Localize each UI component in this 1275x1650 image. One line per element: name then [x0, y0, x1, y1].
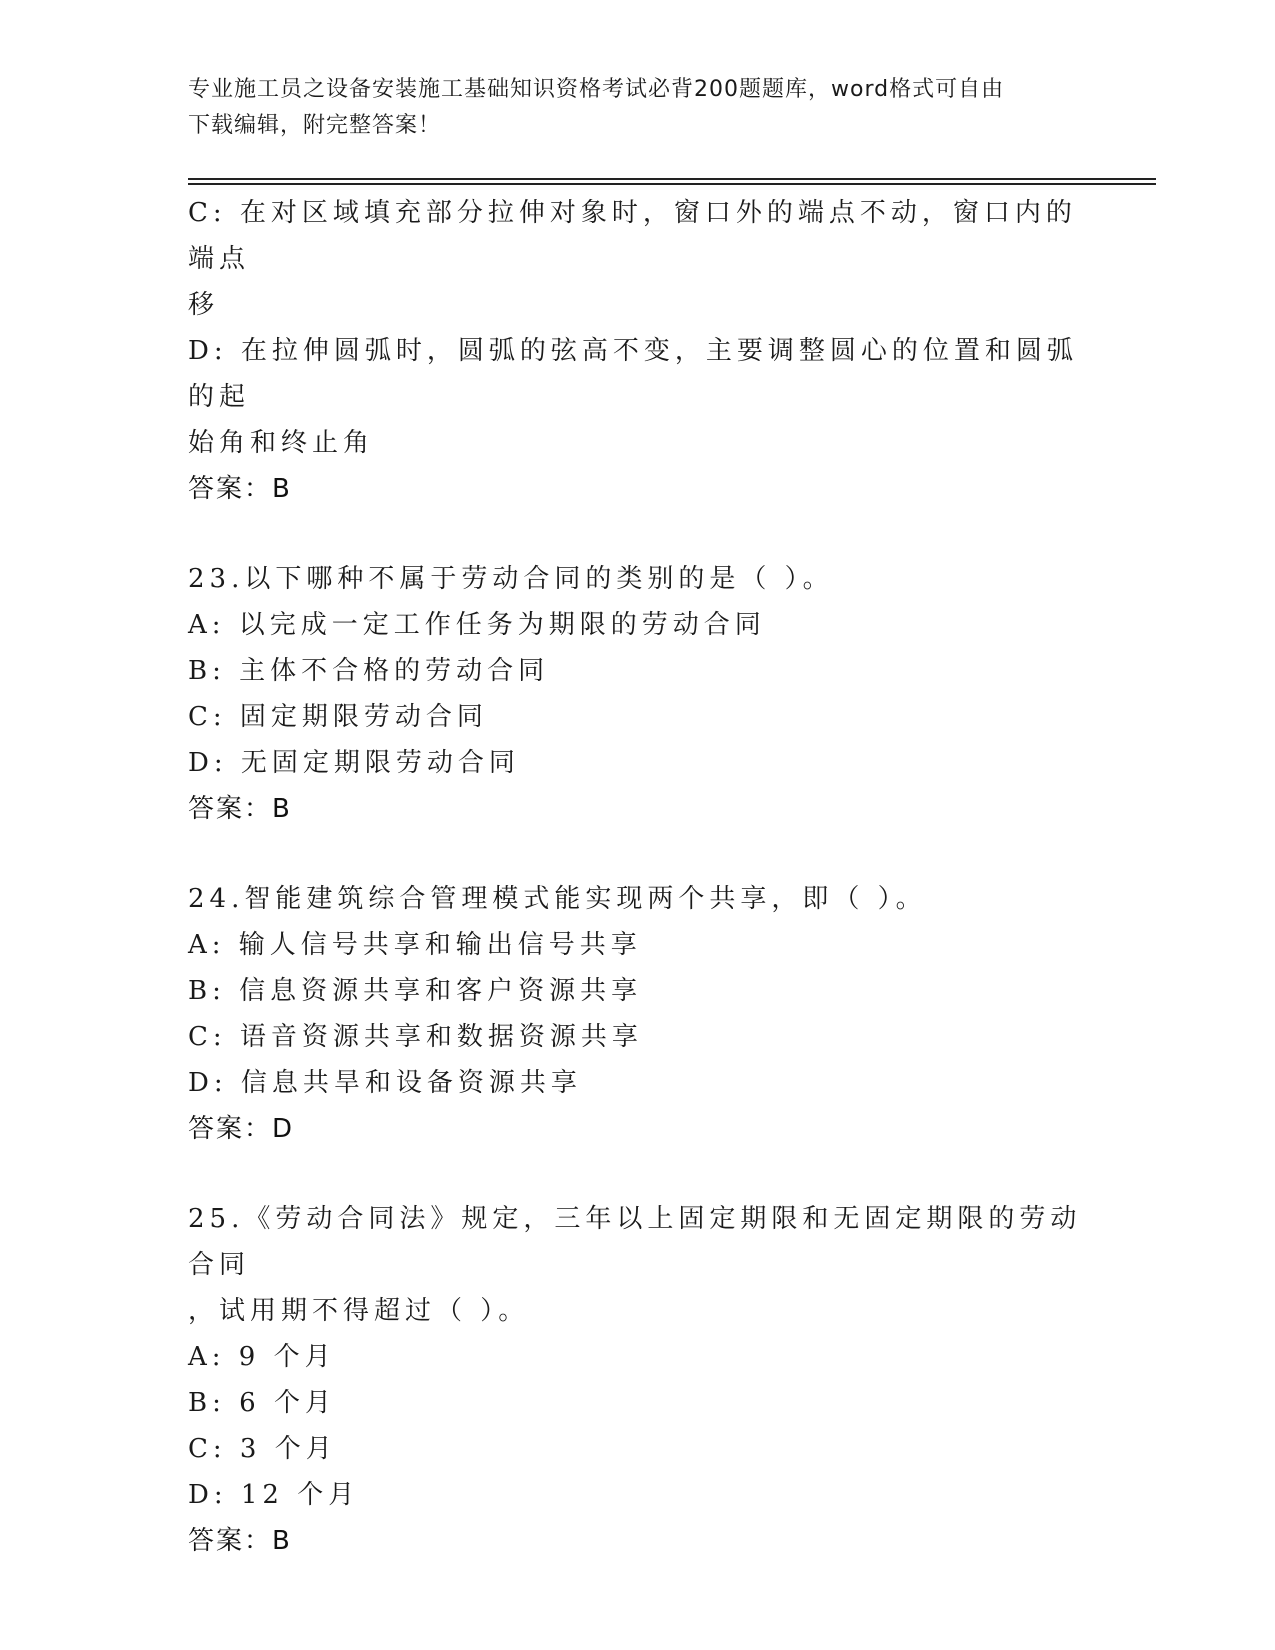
option-d: D: 无固定期限劳动合同 [188, 748, 520, 778]
question-22-continued [188, 190, 1088, 512]
question-stem: 24.智能建筑综合管理模式能实现两个共享，即（ ）。 [188, 884, 927, 914]
block-spacer [188, 512, 1088, 556]
answer-line: 答案：B [188, 1526, 292, 1556]
question-content [188, 190, 1088, 1564]
answer-line: 答案：D [188, 1114, 295, 1144]
option-b: B: 6 个月 [188, 1388, 336, 1418]
answer-line: 答案：B [188, 474, 292, 504]
option-a: A: 输人信号共享和输出信号共享 [188, 930, 642, 960]
question-24 [188, 876, 1088, 1152]
header-line-2: 下载编辑，附完整答案！ [188, 113, 442, 138]
header-divider-bottom [188, 183, 1156, 185]
question-stem-line-1: 25.《劳动合同法》规定，三年以上固定期限和无固定期限的劳动合同 [188, 1204, 1082, 1280]
option-c: C: 语音资源共享和数据资源共享 [188, 1022, 643, 1052]
option-c: C: 3 个月 [188, 1434, 337, 1464]
header-line-1: 专业施工员之设备安装施工基础知识资格考试必背200题题库，word格式可自由 [188, 77, 1005, 102]
question-23 [188, 556, 1088, 832]
answer-line: 答案：B [188, 794, 292, 824]
block-spacer [188, 1152, 1088, 1196]
question-stem-line-2: ，试用期不得超过（ ）。 [188, 1296, 530, 1326]
option-d-line-1: D: 在拉伸圆弧时，圆弧的弦高不变，主要调整圆心的位置和圆弧的起 [188, 336, 1078, 412]
option-c-line-2: 移 [188, 290, 220, 320]
option-d: D: 信息共旱和设备资源共享 [188, 1068, 582, 1098]
question-25 [188, 1196, 1088, 1564]
question-stem: 23.以下哪种不属于劳动合同的类别的是（ ）。 [188, 564, 834, 594]
option-b: B: 信息资源共享和客户资源共享 [188, 976, 643, 1006]
document-header [188, 72, 1068, 144]
option-d-line-2: 始角和终止角 [188, 428, 375, 458]
option-c-line-1: C: 在对区域填充部分拉伸对象时，窗口外的端点不动，窗口内的端点 [188, 198, 1077, 274]
option-c: C: 固定期限劳动合同 [188, 702, 488, 732]
option-a: A: 9 个月 [188, 1342, 336, 1372]
option-b: B: 主体不合格的劳动合同 [188, 656, 550, 686]
option-d: D: 12 个月 [188, 1480, 360, 1510]
header-divider-top [188, 178, 1156, 180]
option-a: A: 以完成一定工作任务为期限的劳动合同 [188, 610, 766, 640]
block-spacer [188, 832, 1088, 876]
